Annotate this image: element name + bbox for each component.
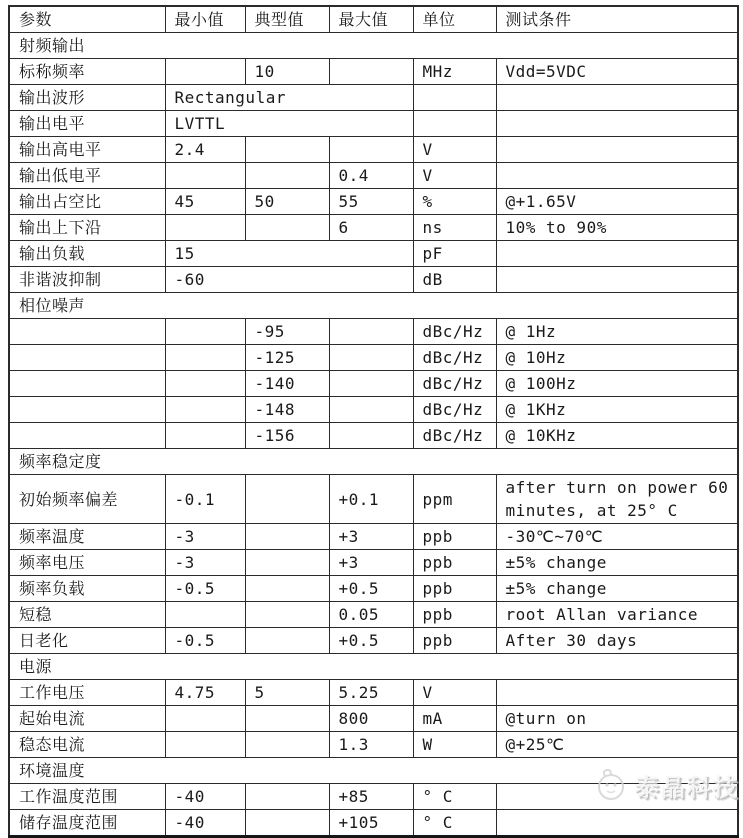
table-cell xyxy=(9,397,165,423)
table-cell: 4.75 xyxy=(165,680,245,706)
table-cell xyxy=(245,524,329,550)
table-cell: +85 xyxy=(329,784,413,810)
table-cell: ±5% change xyxy=(496,576,738,602)
table-cell: -30℃~70℃ xyxy=(496,524,738,550)
table-cell: V xyxy=(413,163,496,189)
table-cell: ppm xyxy=(413,475,496,524)
table-cell xyxy=(165,345,245,371)
table-cell: -95 xyxy=(245,319,329,345)
table-row xyxy=(9,111,738,137)
table-cell: 800 xyxy=(329,706,413,732)
table-cell: 频率电压 xyxy=(9,550,165,576)
table-cell: 50 xyxy=(245,189,329,215)
table-cell: +0.5 xyxy=(329,576,413,602)
table-row xyxy=(9,319,738,345)
table-cell: V xyxy=(413,680,496,706)
table-cell xyxy=(245,163,329,189)
table-cell: 输出上下沿 xyxy=(9,215,165,241)
table-cell: 输出波形 xyxy=(9,85,165,111)
table-cell: dBc/Hz xyxy=(413,371,496,397)
table-cell: % xyxy=(413,189,496,215)
table-cell: dBc/Hz xyxy=(413,423,496,449)
table-cell xyxy=(496,267,738,293)
table-cell: -125 xyxy=(245,345,329,371)
table-cell: -3 xyxy=(165,524,245,550)
table-cell xyxy=(329,371,413,397)
table-cell: @ 100Hz xyxy=(496,371,738,397)
table-cell xyxy=(496,680,738,706)
table-cell: W xyxy=(413,732,496,758)
table-cell: ppb xyxy=(413,524,496,550)
column-header-test-condition: 测试条件 xyxy=(496,6,738,33)
table-cell: 10% to 90% xyxy=(496,215,738,241)
table-cell: 非谐波抑制 xyxy=(9,267,165,293)
table-cell xyxy=(329,319,413,345)
table-cell xyxy=(329,137,413,163)
table-cell: -148 xyxy=(245,397,329,423)
table-cell xyxy=(245,475,329,524)
column-header-max: 最大值 xyxy=(329,6,413,33)
table-cell xyxy=(496,137,738,163)
section-label-cell: 相位噪声 xyxy=(9,293,738,319)
table-row xyxy=(9,423,738,449)
table-row xyxy=(9,163,738,189)
table-cell: 短稳 xyxy=(9,602,165,628)
table-cell: 2.4 xyxy=(165,137,245,163)
table-cell: after turn on power 60 minutes, at 25° C xyxy=(496,475,738,524)
table-row xyxy=(9,680,738,706)
table-cell: -0.5 xyxy=(165,628,245,654)
table-cell: -3 xyxy=(165,550,245,576)
table-cell xyxy=(329,423,413,449)
table-cell: @ 10Hz xyxy=(496,345,738,371)
table-cell: -40 xyxy=(165,784,245,810)
table-cell xyxy=(165,423,245,449)
table-cell: 频率负载 xyxy=(9,576,165,602)
table-cell xyxy=(413,85,496,111)
table-row xyxy=(9,602,738,628)
table-cell: -0.5 xyxy=(165,576,245,602)
section-row xyxy=(9,33,738,59)
column-header-unit: 单位 xyxy=(413,6,496,33)
table-cell: 工作电压 xyxy=(9,680,165,706)
table-cell: +3 xyxy=(329,524,413,550)
section-label-cell: 环境温度 xyxy=(9,758,738,784)
table-cell: root Allan variance xyxy=(496,602,738,628)
table-cell xyxy=(165,602,245,628)
table-cell: 输出低电平 xyxy=(9,163,165,189)
table-row xyxy=(9,550,738,576)
table-cell: After 30 days xyxy=(496,628,738,654)
table-cell: ppb xyxy=(413,628,496,654)
table-cell xyxy=(9,319,165,345)
section-label-cell: 频率稳定度 xyxy=(9,449,738,475)
table-cell xyxy=(165,732,245,758)
table-cell xyxy=(245,576,329,602)
table-cell: Rectangular xyxy=(165,85,413,111)
table-cell xyxy=(245,732,329,758)
column-header-typical: 典型值 xyxy=(245,6,329,33)
table-cell: 1.3 xyxy=(329,732,413,758)
column-header-min: 最小值 xyxy=(165,6,245,33)
table-cell: @ 10KHz xyxy=(496,423,738,449)
table-cell: 日老化 xyxy=(9,628,165,654)
table-cell xyxy=(9,423,165,449)
table-cell: dB xyxy=(413,267,496,293)
spec-table xyxy=(8,5,739,838)
table-cell: pF xyxy=(413,241,496,267)
table-row xyxy=(9,137,738,163)
table-cell: ppb xyxy=(413,550,496,576)
table-cell: ° C xyxy=(413,784,496,810)
table-row xyxy=(9,810,738,837)
table-cell xyxy=(165,59,245,85)
column-header-parameter: 参数 xyxy=(9,6,165,33)
table-cell: 频率温度 xyxy=(9,524,165,550)
section-row xyxy=(9,654,738,680)
table-cell xyxy=(496,810,738,837)
table-cell: @ 1Hz xyxy=(496,319,738,345)
table-cell: +0.5 xyxy=(329,628,413,654)
table-cell: 10 xyxy=(245,59,329,85)
table-cell xyxy=(329,345,413,371)
table-cell xyxy=(9,345,165,371)
table-cell: 输出电平 xyxy=(9,111,165,137)
table-cell: 5.25 xyxy=(329,680,413,706)
table-row xyxy=(9,59,738,85)
table-cell xyxy=(245,550,329,576)
table-cell: 输出负载 xyxy=(9,241,165,267)
table-cell: 工作温度范围 xyxy=(9,784,165,810)
table-cell: -60 xyxy=(165,267,413,293)
table-cell: 输出高电平 xyxy=(9,137,165,163)
table-cell: ° C xyxy=(413,810,496,837)
table-cell xyxy=(496,241,738,267)
section-label-cell: 射频输出 xyxy=(9,33,738,59)
table-cell xyxy=(245,628,329,654)
table-cell: 输出占空比 xyxy=(9,189,165,215)
spec-table-body xyxy=(9,33,738,837)
table-row xyxy=(9,85,738,111)
table-cell: -40 xyxy=(165,810,245,837)
table-row xyxy=(9,576,738,602)
table-cell: 初始频率偏差 xyxy=(9,475,165,524)
table-cell: 55 xyxy=(329,189,413,215)
table-cell xyxy=(496,163,738,189)
table-cell xyxy=(329,397,413,423)
table-cell: 5 xyxy=(245,680,329,706)
table-cell: dBc/Hz xyxy=(413,345,496,371)
table-row xyxy=(9,267,738,293)
table-cell xyxy=(165,397,245,423)
table-row xyxy=(9,475,738,524)
table-row xyxy=(9,241,738,267)
table-cell: dBc/Hz xyxy=(413,319,496,345)
header-row xyxy=(9,6,738,33)
table-row xyxy=(9,371,738,397)
table-cell: 15 xyxy=(165,241,413,267)
table-cell: +0.1 xyxy=(329,475,413,524)
table-cell: Vdd=5VDC xyxy=(496,59,738,85)
table-row xyxy=(9,628,738,654)
table-row xyxy=(9,524,738,550)
table-cell: @turn on xyxy=(496,706,738,732)
table-cell: 0.05 xyxy=(329,602,413,628)
table-cell: ppb xyxy=(413,602,496,628)
table-row xyxy=(9,189,738,215)
table-row xyxy=(9,732,738,758)
table-cell: 0.4 xyxy=(329,163,413,189)
table-cell xyxy=(165,163,245,189)
table-cell xyxy=(165,319,245,345)
table-cell: -156 xyxy=(245,423,329,449)
table-cell: 标称频率 xyxy=(9,59,165,85)
table-cell: mA xyxy=(413,706,496,732)
table-cell: 稳态电流 xyxy=(9,732,165,758)
watermark-text: 泰晶科技 xyxy=(635,773,739,802)
table-cell xyxy=(165,215,245,241)
table-cell xyxy=(496,85,738,111)
table-cell: 45 xyxy=(165,189,245,215)
table-cell xyxy=(245,215,329,241)
table-cell xyxy=(245,810,329,837)
section-row xyxy=(9,293,738,319)
table-cell xyxy=(245,784,329,810)
table-row xyxy=(9,345,738,371)
table-cell xyxy=(245,706,329,732)
table-cell: @+25℃ xyxy=(496,732,738,758)
table-row xyxy=(9,706,738,732)
table-cell: @+1.65V xyxy=(496,189,738,215)
table-cell xyxy=(329,59,413,85)
table-cell: MHz xyxy=(413,59,496,85)
section-row xyxy=(9,449,738,475)
table-cell: LVTTL xyxy=(165,111,413,137)
table-cell: 储存温度范围 xyxy=(9,810,165,837)
table-cell: @ 1KHz xyxy=(496,397,738,423)
table-cell xyxy=(245,602,329,628)
table-cell: ppb xyxy=(413,576,496,602)
table-cell xyxy=(496,111,738,137)
table-cell xyxy=(9,371,165,397)
table-cell xyxy=(165,371,245,397)
table-cell xyxy=(496,784,738,810)
table-cell: +105 xyxy=(329,810,413,837)
table-cell: 6 xyxy=(329,215,413,241)
table-cell: ns xyxy=(413,215,496,241)
table-cell: +3 xyxy=(329,550,413,576)
table-cell: ±5% change xyxy=(496,550,738,576)
table-cell: dBc/Hz xyxy=(413,397,496,423)
table-cell: -140 xyxy=(245,371,329,397)
table-cell: V xyxy=(413,137,496,163)
section-label-cell: 电源 xyxy=(9,654,738,680)
table-row xyxy=(9,215,738,241)
table-cell: -0.1 xyxy=(165,475,245,524)
table-cell xyxy=(413,111,496,137)
table-row xyxy=(9,397,738,423)
table-cell xyxy=(165,706,245,732)
table-cell: 起始电流 xyxy=(9,706,165,732)
section-row xyxy=(9,758,738,784)
table-cell xyxy=(245,137,329,163)
table-row xyxy=(9,784,738,810)
